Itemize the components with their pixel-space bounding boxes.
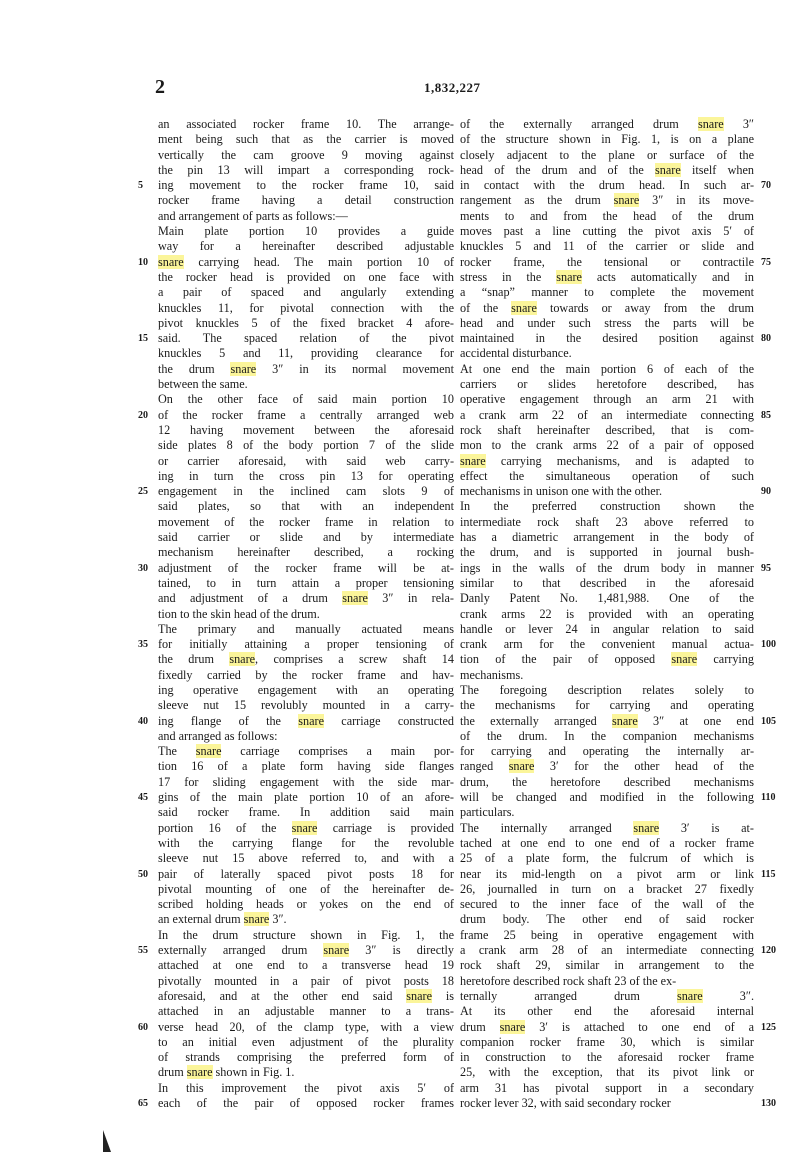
highlighted-term: snare xyxy=(671,652,698,667)
text-line: said plates, so that with an independent xyxy=(158,499,454,514)
highlighted-term: snare xyxy=(697,117,724,131)
line-number: 85 xyxy=(761,409,771,421)
text-line: to an initial even adjustment of the plurality xyxy=(158,1034,454,1049)
text-line: rock shaft hereinafter described, that is com- xyxy=(460,422,754,437)
text-line: scribed holding heads or yokes on the end of xyxy=(158,897,454,912)
text-line: said. The spaced relation of the pivot xyxy=(158,331,454,346)
text-line: the drum snare, comprises a screw shaft 14 xyxy=(158,652,454,667)
text-line: drum body. The other end of said rocker xyxy=(460,912,754,927)
highlighted-term: snare xyxy=(612,713,638,728)
highlighted-term: snare xyxy=(655,162,681,177)
text-line: rangement as the drum snare 3″ in its move- xyxy=(460,193,754,208)
text-line: drum snare 3′ is attached to one end of a xyxy=(460,1019,754,1034)
text-line: operative engagement through an arm 21 with xyxy=(460,392,754,407)
text-line: similar to that described in the aforesaid xyxy=(460,575,754,590)
line-number: 95 xyxy=(761,562,771,574)
line-number: 55 xyxy=(138,945,148,957)
highlighted-term: snare xyxy=(342,591,368,606)
text-line: way for a hereinafter described adjustable xyxy=(158,239,454,254)
text-line: near its mid-length on a pivot arm or link xyxy=(460,866,754,881)
text-line: carriers or slides heretofore described, has xyxy=(460,377,754,392)
text-line: ing operative engagement with an operating xyxy=(158,682,454,697)
text-line: drum, the heretofore described mechanisms xyxy=(460,774,754,789)
line-number: 120 xyxy=(761,945,776,957)
text-line: pivot knuckles 5 of the fixed bracket 4 afore- xyxy=(158,315,454,330)
line-number: 80 xyxy=(761,333,771,345)
line-number: 125 xyxy=(761,1021,776,1033)
text-line: intermediate rock shaft 23 above referred to xyxy=(460,514,754,529)
line-number: 100 xyxy=(761,639,776,651)
text-line: of strands comprising the preferred form of xyxy=(158,1050,454,1065)
highlighted-term: snare xyxy=(298,713,324,728)
line-number: 35 xyxy=(138,639,148,651)
text-line: a crank arm 22 of an intermediate connecting xyxy=(460,407,754,422)
line-number: 65 xyxy=(138,1098,148,1110)
text-line: In this improvement the pivot axis 5′ of xyxy=(158,1080,454,1095)
text-line: moves past a line cutting the pivot axis 5′ of xyxy=(460,224,754,239)
line-number: 25 xyxy=(138,486,148,498)
text-line: effect the simultaneous operation of such xyxy=(460,468,754,483)
text-line: The foregoing description relates solely to xyxy=(460,682,754,697)
highlighted-term: snare xyxy=(230,361,257,376)
text-line: movement of the rocker frame in relation to xyxy=(158,514,454,529)
highlighted-term: snare xyxy=(556,269,582,284)
text-line: vertically the cam groove 9 moving against xyxy=(158,147,454,162)
text-line: The internally arranged snare 3′ is at- xyxy=(460,820,754,835)
highlighted-term: snare xyxy=(406,988,432,1003)
text-line: of the snare towards or away from the drum xyxy=(460,300,754,315)
highlighted-term: snare xyxy=(511,300,537,315)
line-number: 20 xyxy=(138,409,148,421)
text-line: an external drum snare 3″. xyxy=(158,912,287,927)
text-line: gins of the main plate portion 10 of an afore- xyxy=(158,790,454,805)
text-line: externally arranged drum snare 3″ is directly xyxy=(158,943,454,958)
text-line: attached in an adjustable manner to a trans- xyxy=(158,1004,454,1019)
text-line: At its other end the aforesaid internal xyxy=(460,1004,754,1019)
line-number: 40 xyxy=(138,715,148,727)
text-line: arm 31 has pivotal support in a secondary xyxy=(460,1080,754,1095)
highlighted-term: snare xyxy=(323,943,350,958)
line-number: 5 xyxy=(138,180,143,192)
text-line: knuckles 11, for pivotal connection with the xyxy=(158,300,454,315)
text-line: The snare carriage comprises a main por- xyxy=(158,744,454,759)
text-line: tion to the skin head of the drum. xyxy=(158,606,320,621)
right-text-column xyxy=(460,117,754,1111)
text-line: tained, to in turn attain a proper tensioning xyxy=(158,575,454,590)
highlighted-term: snare xyxy=(508,759,535,774)
text-line: rocker frame having a detail construction xyxy=(158,193,454,208)
text-line: companion rocker frame 30, which is similar xyxy=(460,1034,754,1049)
text-line: and arranged as follows: xyxy=(158,728,278,743)
line-number: 90 xyxy=(761,486,771,498)
text-line: sleeve nut 15 revolubly mounted in a carry- xyxy=(158,698,454,713)
text-line: in contact with the drum head. In such ar- xyxy=(460,178,754,193)
line-number: 115 xyxy=(761,868,776,880)
text-line: adjustment of the rocker frame will be at- xyxy=(158,560,454,575)
text-line: with the carrying flange for the revoluble xyxy=(158,835,454,850)
line-number: 105 xyxy=(761,715,776,727)
highlighted-term: snare xyxy=(186,1065,213,1080)
highlighted-term: snare xyxy=(158,254,184,269)
line-number: 110 xyxy=(761,792,776,804)
text-line: particulars. xyxy=(460,805,515,820)
highlighted-term: snare xyxy=(291,820,318,835)
text-line: side plates 8 of the body portion 7 of the slide xyxy=(158,438,454,453)
text-line: 12 having movement between the aforesaid xyxy=(158,422,454,437)
highlighted-term: snare xyxy=(633,820,660,835)
text-line: ing flange of the snare carriage constructed xyxy=(158,713,454,728)
text-line: pivotally mounted in a pair of pivot posts 18 xyxy=(158,973,454,988)
text-line: engagement in the inclined cam slots 9 of xyxy=(158,484,454,499)
text-line: mechanisms. xyxy=(460,667,524,682)
text-line: handle or lever 24 in angular relation to said xyxy=(460,621,754,636)
text-line: attached at one end to a transverse head 19 xyxy=(158,958,454,973)
text-line: and adjustment of a drum snare 3″ in rela- xyxy=(158,591,454,606)
text-line: mechanisms in unison one with the other. xyxy=(460,484,663,499)
text-line: for carrying and operating the internally ar- xyxy=(460,744,754,759)
text-line: head and under such stress the parts will be xyxy=(460,315,754,330)
text-line: ings in the walls of the drum body in manner xyxy=(460,560,754,575)
text-line: verse head 20, of the clamp type, with a view xyxy=(158,1019,454,1034)
text-line: fixedly carried by the rocker frame and hav- xyxy=(158,667,454,682)
text-line: At one end the main portion 6 of each of the xyxy=(460,361,754,376)
text-line: pivotal mounting of one of the hereinafter de- xyxy=(158,881,454,896)
patent-number: 1,832,227 xyxy=(424,80,481,95)
text-line: the drum, and is supported in journal bush- xyxy=(460,545,754,560)
text-line: each of the pair of opposed rocker frames xyxy=(158,1096,454,1110)
text-line: rocker lever 32, with said secondary rocker xyxy=(460,1096,671,1110)
text-line: or carrier aforesaid, with said web carry- xyxy=(158,453,454,468)
text-line: has a diametric arrangement in the body of xyxy=(460,530,754,545)
page-number: 2 xyxy=(155,76,165,98)
text-line: head of the drum and of the snare itself when xyxy=(460,162,754,177)
text-line: Danly Patent No. 1,481,988. One of the xyxy=(460,591,754,606)
text-line: between the same. xyxy=(158,377,248,392)
text-line: the pin 13 will impart a corresponding rock- xyxy=(158,162,454,177)
text-line: ranged snare 3′ for the other head of the xyxy=(460,759,754,774)
text-line: said carrier or slide and by intermediate xyxy=(158,530,454,545)
text-line: The primary and manually actuated means xyxy=(158,621,454,636)
highlighted-term: snare xyxy=(229,652,256,667)
line-number: 60 xyxy=(138,1021,148,1033)
text-line: frame 25 being in operative engagement with xyxy=(460,927,754,942)
text-line: aforesaid, and at the other end said snare is xyxy=(158,988,454,1003)
text-line: In the drum structure shown in Fig. 1, the xyxy=(158,927,454,942)
line-number: 130 xyxy=(761,1098,776,1110)
left-text-column xyxy=(158,117,454,1111)
text-line: On the other face of said main portion 10 xyxy=(158,392,454,407)
text-line: snare carrying head. The main portion 10 of xyxy=(158,254,454,269)
text-line: accidental disturbance. xyxy=(460,346,572,361)
text-line: drum snare shown in Fig. 1. xyxy=(158,1065,295,1080)
text-line: heretofore described rock shaft 23 of the ex- xyxy=(460,973,677,988)
text-line: closely adjacent to the plane or surface of the xyxy=(460,147,754,162)
line-number: 10 xyxy=(138,256,148,268)
highlighted-term: snare xyxy=(243,912,270,927)
text-line: ments to and from the head of the drum xyxy=(460,208,754,223)
text-line: tion 16 of a plate form having side flanges xyxy=(158,759,454,774)
text-line: sleeve nut 15 above referred to, and with a xyxy=(158,851,454,866)
text-line: of the drum. In the companion mechanisms xyxy=(460,728,754,743)
line-number: 45 xyxy=(138,792,148,804)
text-line: knuckles 5 and 11 of the carrier or slide and xyxy=(460,239,754,254)
text-line: a “snap” manner to complete the movement xyxy=(460,285,754,300)
text-line: the rocker head is provided on one face with xyxy=(158,269,454,284)
text-line: ment being such that as the carrier is moved xyxy=(158,132,454,147)
text-line: portion 16 of the snare carriage is provided xyxy=(158,820,454,835)
text-line: rocker frame, the tensional or contractile xyxy=(460,254,754,269)
line-number: 75 xyxy=(761,256,771,268)
text-line: mon to the crank arms 22 of a pair of opposed xyxy=(460,438,754,453)
text-line: of the rocker frame a centrally arranged web xyxy=(158,407,454,422)
text-line: said rocker frame. In addition said main xyxy=(158,805,454,820)
text-line: Main plate portion 10 provides a guide xyxy=(158,224,454,239)
line-number: 50 xyxy=(138,868,148,880)
text-line: In the preferred construction shown the xyxy=(460,499,754,514)
text-line: tion of the pair of opposed snare carrying xyxy=(460,652,754,667)
text-line: knuckles 5 and 11, providing clearance for xyxy=(158,346,454,361)
text-line: 26, journalled in turn on a bracket 27 fixedly xyxy=(460,881,754,896)
text-line: ing movement to the rocker frame 10, said xyxy=(158,178,454,193)
text-line: 25, with the exception, that its pivot link or xyxy=(460,1065,754,1080)
text-line: snare carrying mechanisms, and is adapted to xyxy=(460,453,754,468)
text-line: the externally arranged snare 3″ at one end xyxy=(460,713,754,728)
line-number: 15 xyxy=(138,333,148,345)
highlighted-term: snare xyxy=(195,744,222,759)
text-line: an associated rocker frame 10. The arrange- xyxy=(158,117,454,131)
text-line: a crank arm 28 of an intermediate connecting xyxy=(460,943,754,958)
text-line: in construction to the aforesaid rocker frame xyxy=(460,1050,754,1065)
text-line: ternally arranged drum snare 3″. xyxy=(460,988,754,1003)
text-line: ing in turn the cross pin 13 for operating xyxy=(158,468,454,483)
text-line: maintained in the desired position against xyxy=(460,331,754,346)
line-number: 70 xyxy=(761,180,771,192)
highlighted-term: snare xyxy=(499,1019,526,1034)
text-line: a pair of spaced and angularly extending xyxy=(158,285,454,300)
text-line: crank arm for the convenient manual actua- xyxy=(460,637,754,652)
corner-mark xyxy=(103,1130,111,1152)
highlighted-term: snare xyxy=(460,453,486,468)
text-line: 25 of a plate form, the fulcrum of which is xyxy=(460,851,754,866)
highlighted-term: snare xyxy=(676,988,703,1003)
text-line: rock shaft 29, similar in arrangement to the xyxy=(460,958,754,973)
text-line: the drum snare 3″ in its normal movement xyxy=(158,361,454,376)
text-line: mechanism hereinafter described, a rocking xyxy=(158,545,454,560)
text-line: stress in the snare acts automatically and in xyxy=(460,269,754,284)
text-line: tached at one end to one end of a rocker frame xyxy=(460,835,754,850)
text-line: will be changed and modified in the following xyxy=(460,790,754,805)
text-line: crank arms 22 is provided with an operating xyxy=(460,606,754,621)
text-line: the mechanisms for carrying and operating xyxy=(460,698,754,713)
text-line: and arrangement of parts as follows:— xyxy=(158,208,348,223)
text-line: secured to the inner face of the wall of the xyxy=(460,897,754,912)
highlighted-term: snare xyxy=(613,193,640,208)
line-number: 30 xyxy=(138,562,148,574)
text-line: for initially attaining a proper tensioning of xyxy=(158,637,454,652)
text-line: of the externally arranged drum snare 3″ xyxy=(460,117,754,131)
text-line: of the structure shown in Fig. 1, is on a plane xyxy=(460,132,754,147)
text-line: pair of laterally spaced pivot posts 18 for xyxy=(158,866,454,881)
text-line: 17 for sliding engagement with the side mar- xyxy=(158,774,454,789)
